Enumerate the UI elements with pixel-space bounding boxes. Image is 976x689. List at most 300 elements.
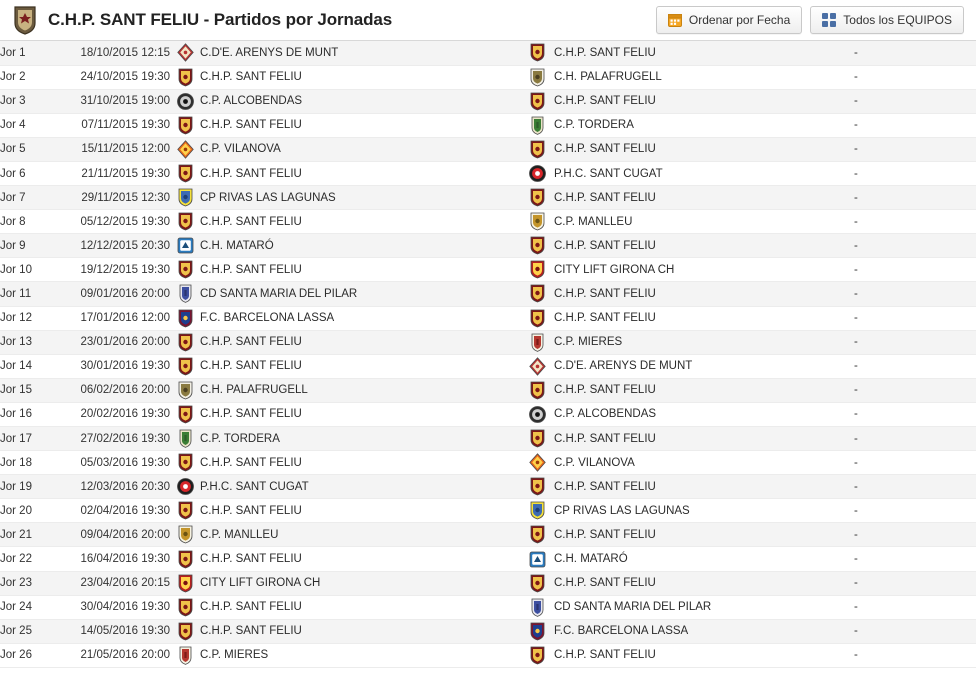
match-jornada: Jor 23 (0, 571, 52, 595)
club-crest-icon (177, 453, 194, 472)
match-jornada: Jor 8 (0, 210, 52, 234)
away-team-label: C.H. MATARÓ (554, 553, 628, 565)
page-header (0, 0, 976, 41)
home-team-crest-cell (170, 499, 200, 523)
home-team-crest-cell (170, 282, 200, 306)
table-row[interactable] (0, 475, 976, 499)
away-team-label: C.H.P. SANT FELIU (554, 191, 656, 204)
home-team-label: C.P. MANLLEU (200, 528, 279, 541)
away-team-cell[interactable] (554, 161, 854, 185)
match-jornada: Jor 18 (0, 451, 52, 475)
home-team-crest-cell (170, 161, 200, 185)
table-row[interactable] (0, 354, 976, 378)
club-crest-icon (177, 574, 194, 593)
club-crest-icon (177, 381, 194, 400)
home-team-crest-cell (170, 451, 200, 475)
home-team-label: P.H.C. SANT CUGAT (200, 480, 309, 493)
match-jornada: Jor 15 (0, 378, 52, 402)
match-result: - (854, 571, 976, 595)
match-result: - (854, 378, 976, 402)
home-team-cell[interactable] (200, 306, 520, 330)
home-team-cell[interactable] (200, 547, 520, 571)
club-crest-icon (177, 140, 194, 159)
away-team-label: C.D'E. ARENYS DE MUNT (554, 360, 693, 373)
home-team-crest-cell (170, 354, 200, 378)
match-date: 24/10/2015 19:30 (52, 65, 170, 89)
home-team-crest-cell (170, 378, 200, 402)
table-row[interactable] (0, 234, 976, 258)
match-jornada: Jor 24 (0, 595, 52, 619)
club-crest-icon (529, 333, 546, 352)
club-crest-icon (529, 43, 546, 62)
club-crest-icon (529, 260, 546, 279)
table-row[interactable] (0, 186, 976, 210)
home-team-cell[interactable] (200, 89, 520, 113)
club-crest-icon (529, 357, 546, 376)
club-crest-icon (529, 574, 546, 593)
club-crest-icon (177, 525, 194, 544)
home-team-label: C.P. ALCOBENDAS (200, 95, 303, 108)
match-date: 31/10/2015 19:00 (52, 89, 170, 113)
match-date: 30/04/2016 19:30 (52, 595, 170, 619)
match-result: - (854, 427, 976, 451)
club-crest-icon (177, 188, 194, 207)
away-team-label: C.P. ALCOBENDAS (554, 408, 657, 421)
home-team-label: C.H.P. SANT FELIU (200, 408, 302, 421)
club-crest-icon (529, 525, 546, 544)
page-title: C.H.P. SANT FELIU - Partidos por Jornadas (48, 10, 393, 29)
match-jornada: Jor 11 (0, 282, 52, 306)
away-team-crest-cell (520, 523, 554, 547)
away-team-crest-cell (520, 258, 554, 282)
home-team-crest-cell (170, 306, 200, 330)
match-result: - (854, 402, 976, 426)
club-crest-icon (529, 309, 546, 328)
table-row[interactable] (0, 402, 976, 426)
away-team-label: C.P. MANLLEU (554, 215, 633, 228)
match-jornada: Jor 10 (0, 258, 52, 282)
match-date: 19/12/2015 19:30 (52, 258, 170, 282)
home-team-crest-cell (170, 234, 200, 258)
table-row[interactable] (0, 571, 976, 595)
away-team-cell[interactable] (554, 475, 854, 499)
away-team-crest-cell (520, 378, 554, 402)
away-team-cell[interactable] (554, 306, 854, 330)
match-date: 15/11/2015 12:00 (52, 137, 170, 161)
home-team-cell[interactable] (200, 451, 520, 475)
table-row[interactable] (0, 451, 976, 475)
match-jornada: Jor 14 (0, 354, 52, 378)
club-crest-icon (177, 212, 194, 231)
away-team-label: C.H.P. SANT FELIU (554, 46, 656, 59)
match-date: 12/03/2016 20:30 (52, 475, 170, 499)
away-team-crest-cell (520, 113, 554, 137)
match-result: - (854, 306, 976, 330)
club-crest-icon (529, 68, 546, 87)
match-result: - (854, 186, 976, 210)
away-team-cell[interactable] (554, 619, 854, 643)
match-date: 23/01/2016 20:00 (52, 330, 170, 354)
away-team-cell[interactable] (554, 523, 854, 547)
club-crest-icon (177, 43, 194, 62)
home-team-cell[interactable] (200, 137, 520, 161)
match-result: - (854, 595, 976, 619)
home-team-label: C.H.P. SANT FELIU (200, 504, 302, 517)
away-team-cell[interactable] (554, 499, 854, 523)
table-row[interactable] (0, 161, 976, 185)
match-jornada: Jor 3 (0, 89, 52, 113)
club-crest-icon (529, 405, 546, 424)
away-team-crest-cell (520, 161, 554, 185)
home-team-label: C.H.P. SANT FELIU (200, 625, 302, 638)
away-team-label: C.P. TORDERA (554, 119, 634, 132)
away-team-label: CITY LIFT GIRONA CH (554, 263, 675, 276)
home-team-cell[interactable] (200, 571, 520, 595)
away-team-crest-cell (520, 234, 554, 258)
club-crest-icon (529, 188, 546, 207)
home-team-crest-cell (170, 571, 200, 595)
away-team-crest-cell (520, 65, 554, 89)
table-row[interactable] (0, 210, 976, 234)
away-team-crest-cell (520, 330, 554, 354)
away-team-label: P.H.C. SANT CUGAT (554, 167, 663, 180)
match-date: 12/12/2015 20:30 (52, 234, 170, 258)
match-result: - (854, 137, 976, 161)
club-crest-icon (177, 357, 194, 376)
home-team-cell[interactable] (200, 161, 520, 185)
away-team-label: C.H.P. SANT FELIU (554, 649, 656, 662)
club-crest-icon (529, 622, 546, 641)
away-team-cell[interactable] (554, 65, 854, 89)
home-team-crest-cell (170, 523, 200, 547)
home-team-cell[interactable] (200, 619, 520, 643)
away-team-cell[interactable] (554, 571, 854, 595)
table-row[interactable] (0, 41, 976, 65)
match-date: 06/02/2016 20:00 (52, 378, 170, 402)
away-team-crest-cell (520, 475, 554, 499)
away-team-cell[interactable] (554, 137, 854, 161)
sort-by-date-label: Ordenar por Fecha (688, 13, 791, 27)
home-team-label: C.P. MIERES (200, 649, 269, 662)
table-row[interactable] (0, 330, 976, 354)
header-button-group (656, 6, 964, 34)
club-crest-icon (529, 598, 546, 617)
match-result: - (854, 643, 976, 667)
match-date: 27/02/2016 19:30 (52, 427, 170, 451)
table-row[interactable] (0, 65, 976, 89)
home-team-crest-cell (170, 547, 200, 571)
away-team-label: C.P. VILANOVA (554, 456, 635, 469)
away-team-cell[interactable] (554, 595, 854, 619)
club-crest-icon (177, 92, 194, 111)
club-crest-icon (177, 284, 194, 303)
away-team-crest-cell (520, 547, 554, 571)
match-jornada: Jor 22 (0, 547, 52, 571)
home-team-crest-cell (170, 41, 200, 65)
away-team-crest-cell (520, 619, 554, 643)
match-date: 05/03/2016 19:30 (52, 451, 170, 475)
home-team-crest-cell (170, 427, 200, 451)
match-result: - (854, 89, 976, 113)
match-jornada: Jor 6 (0, 161, 52, 185)
home-team-label: C.H.P. SANT FELIU (200, 167, 302, 180)
away-team-cell[interactable] (554, 427, 854, 451)
home-team-label: C.H.P. SANT FELIU (200, 119, 302, 132)
match-result: - (854, 113, 976, 137)
table-row[interactable] (0, 306, 976, 330)
home-team-cell[interactable] (200, 113, 520, 137)
away-team-label: C.H. PALAFRUGELL (554, 71, 662, 84)
match-jornada: Jor 12 (0, 306, 52, 330)
club-crest-icon (177, 598, 194, 617)
home-team-label: C.H.P. SANT FELIU (200, 360, 302, 373)
away-team-crest-cell (520, 595, 554, 619)
home-team-crest-cell (170, 65, 200, 89)
away-team-crest-cell (520, 499, 554, 523)
home-team-cell[interactable] (200, 258, 520, 282)
home-team-label: C.H. PALAFRUGELL (200, 384, 308, 397)
club-crest-icon (529, 477, 546, 496)
home-team-crest-cell (170, 402, 200, 426)
home-team-cell[interactable] (200, 523, 520, 547)
club-crest-icon (529, 116, 546, 135)
home-team-label: C.H.P. SANT FELIU (200, 456, 302, 469)
home-team-label: C.H.P. SANT FELIU (200, 601, 302, 614)
away-team-cell[interactable] (554, 451, 854, 475)
away-team-crest-cell (520, 571, 554, 595)
table-row[interactable] (0, 619, 976, 643)
match-date: 20/02/2016 19:30 (52, 402, 170, 426)
away-team-cell[interactable] (554, 547, 854, 571)
match-date: 07/11/2015 19:30 (52, 113, 170, 137)
club-crest-icon (529, 501, 546, 520)
match-date: 09/01/2016 20:00 (52, 282, 170, 306)
table-row[interactable] (0, 643, 976, 667)
away-team-crest-cell (520, 451, 554, 475)
home-team-label: CD SANTA MARIA DEL PILAR (200, 287, 358, 300)
match-result: - (854, 258, 976, 282)
club-crest-icon (529, 550, 546, 569)
away-team-cell[interactable] (554, 643, 854, 667)
table-row[interactable] (0, 378, 976, 402)
club-crest-icon (177, 333, 194, 352)
home-team-label: F.C. BARCELONA LASSA (200, 312, 335, 325)
home-team-cell[interactable] (200, 330, 520, 354)
home-team-crest-cell (170, 113, 200, 137)
away-team-cell[interactable] (554, 258, 854, 282)
home-team-crest-cell (170, 595, 200, 619)
match-jornada: Jor 26 (0, 643, 52, 667)
away-team-label: C.P. MIERES (554, 336, 623, 349)
away-team-crest-cell (520, 210, 554, 234)
club-crest-icon (529, 646, 546, 665)
match-jornada: Jor 1 (0, 41, 52, 65)
away-team-label: C.H.P. SANT FELIU (554, 95, 656, 108)
away-team-crest-cell (520, 306, 554, 330)
away-team-label: C.H.P. SANT FELIU (554, 312, 656, 325)
away-team-label: CP RIVAS LAS LAGUNAS (554, 504, 690, 517)
match-jornada: Jor 9 (0, 234, 52, 258)
all-teams-label: Todos los EQUIPOS (843, 13, 952, 27)
table-row[interactable] (0, 282, 976, 306)
club-crest-icon (529, 381, 546, 400)
match-date: 23/04/2016 20:15 (52, 571, 170, 595)
grid-icon (822, 13, 836, 27)
club-crest-icon (177, 429, 194, 448)
club-crest-icon (529, 453, 546, 472)
table-row[interactable] (0, 89, 976, 113)
match-result: - (854, 210, 976, 234)
table-row[interactable] (0, 113, 976, 137)
home-team-cell[interactable] (200, 282, 520, 306)
club-crest-icon (177, 622, 194, 641)
away-team-cell[interactable] (554, 89, 854, 113)
home-team-label: C.H.P. SANT FELIU (200, 71, 302, 84)
club-crest-icon (177, 236, 194, 255)
matches-table-body (0, 41, 976, 667)
home-team-cell[interactable] (200, 643, 520, 667)
home-team-label: C.P. TORDERA (200, 432, 280, 445)
away-team-label: F.C. BARCELONA LASSA (554, 625, 689, 638)
away-team-label: C.H.P. SANT FELIU (554, 528, 656, 541)
match-result: - (854, 619, 976, 643)
home-team-cell[interactable] (200, 378, 520, 402)
table-row[interactable] (0, 595, 976, 619)
away-team-label: C.H.P. SANT FELIU (554, 432, 656, 445)
match-result: - (854, 475, 976, 499)
home-team-label: C.P. VILANOVA (200, 143, 281, 156)
match-date: 02/04/2016 19:30 (52, 499, 170, 523)
match-jornada: Jor 17 (0, 427, 52, 451)
away-team-cell[interactable] (554, 234, 854, 258)
away-team-label: C.H.P. SANT FELIU (554, 577, 656, 590)
club-crest-icon (12, 5, 38, 35)
home-team-label: C.H.P. SANT FELIU (200, 336, 302, 349)
home-team-cell[interactable] (200, 186, 520, 210)
home-team-crest-cell (170, 475, 200, 499)
home-team-crest-cell (170, 330, 200, 354)
club-crest-icon (177, 260, 194, 279)
match-jornada: Jor 4 (0, 113, 52, 137)
home-team-cell[interactable] (200, 499, 520, 523)
match-result: - (854, 499, 976, 523)
table-row[interactable] (0, 427, 976, 451)
match-jornada: Jor 25 (0, 619, 52, 643)
table-row[interactable] (0, 499, 976, 523)
match-date: 21/11/2015 19:30 (52, 161, 170, 185)
away-team-cell[interactable] (554, 210, 854, 234)
match-result: - (854, 161, 976, 185)
match-jornada: Jor 5 (0, 137, 52, 161)
home-team-cell[interactable] (200, 65, 520, 89)
home-team-crest-cell (170, 210, 200, 234)
match-jornada: Jor 20 (0, 499, 52, 523)
match-result: - (854, 234, 976, 258)
match-date: 14/05/2016 19:30 (52, 619, 170, 643)
home-team-label: CP RIVAS LAS LAGUNAS (200, 191, 336, 204)
match-date: 16/04/2016 19:30 (52, 547, 170, 571)
away-team-label: C.H.P. SANT FELIU (554, 143, 656, 156)
match-result: - (854, 330, 976, 354)
match-result: - (854, 547, 976, 571)
away-team-cell[interactable] (554, 402, 854, 426)
club-crest-icon (529, 140, 546, 159)
home-team-label: C.H.P. SANT FELIU (200, 263, 302, 276)
away-team-label: C.H.P. SANT FELIU (554, 480, 656, 493)
away-team-crest-cell (520, 354, 554, 378)
home-team-label: C.H.P. SANT FELIU (200, 215, 302, 228)
table-row[interactable] (0, 523, 976, 547)
home-team-cell[interactable] (200, 475, 520, 499)
away-team-crest-cell (520, 643, 554, 667)
sort-by-date-button[interactable] (656, 6, 802, 34)
match-jornada: Jor 13 (0, 330, 52, 354)
away-team-label: C.H.P. SANT FELIU (554, 239, 656, 252)
away-team-label: C.H.P. SANT FELIU (554, 384, 656, 397)
away-team-crest-cell (520, 186, 554, 210)
match-result: - (854, 354, 976, 378)
away-team-cell[interactable] (554, 354, 854, 378)
home-team-cell[interactable] (200, 210, 520, 234)
home-team-crest-cell (170, 258, 200, 282)
away-team-crest-cell (520, 137, 554, 161)
home-team-cell[interactable] (200, 427, 520, 451)
club-crest-icon (177, 68, 194, 87)
away-team-cell[interactable] (554, 186, 854, 210)
club-crest-icon (529, 164, 546, 183)
match-jornada: Jor 2 (0, 65, 52, 89)
home-team-cell[interactable] (200, 595, 520, 619)
match-date: 05/12/2015 19:30 (52, 210, 170, 234)
home-team-cell[interactable] (200, 234, 520, 258)
club-crest-icon (177, 501, 194, 520)
away-team-cell[interactable] (554, 378, 854, 402)
home-team-cell[interactable] (200, 41, 520, 65)
home-team-cell[interactable] (200, 402, 520, 426)
home-team-crest-cell (170, 643, 200, 667)
home-team-crest-cell (170, 137, 200, 161)
match-date: 30/01/2016 19:30 (52, 354, 170, 378)
club-crest-icon (177, 405, 194, 424)
home-team-label: C.D'E. ARENYS DE MUNT (200, 46, 339, 59)
all-teams-button[interactable] (810, 6, 964, 34)
away-team-crest-cell (520, 427, 554, 451)
calendar-icon (668, 13, 682, 27)
home-team-crest-cell (170, 186, 200, 210)
away-team-cell[interactable] (554, 41, 854, 65)
match-jornada: Jor 7 (0, 186, 52, 210)
away-team-crest-cell (520, 41, 554, 65)
match-date: 17/01/2016 12:00 (52, 306, 170, 330)
table-row[interactable] (0, 258, 976, 282)
home-team-cell[interactable] (200, 354, 520, 378)
table-row[interactable] (0, 547, 976, 571)
match-result: - (854, 451, 976, 475)
club-crest-icon (177, 550, 194, 569)
away-team-crest-cell (520, 282, 554, 306)
away-team-cell[interactable] (554, 330, 854, 354)
club-crest-icon (529, 92, 546, 111)
away-team-label: CD SANTA MARIA DEL PILAR (554, 601, 712, 614)
away-team-label: C.H.P. SANT FELIU (554, 287, 656, 300)
match-result: - (854, 523, 976, 547)
table-row[interactable] (0, 137, 976, 161)
away-team-cell[interactable] (554, 113, 854, 137)
match-date: 18/10/2015 12:15 (52, 41, 170, 65)
match-jornada: Jor 21 (0, 523, 52, 547)
away-team-cell[interactable] (554, 282, 854, 306)
match-date: 09/04/2016 20:00 (52, 523, 170, 547)
